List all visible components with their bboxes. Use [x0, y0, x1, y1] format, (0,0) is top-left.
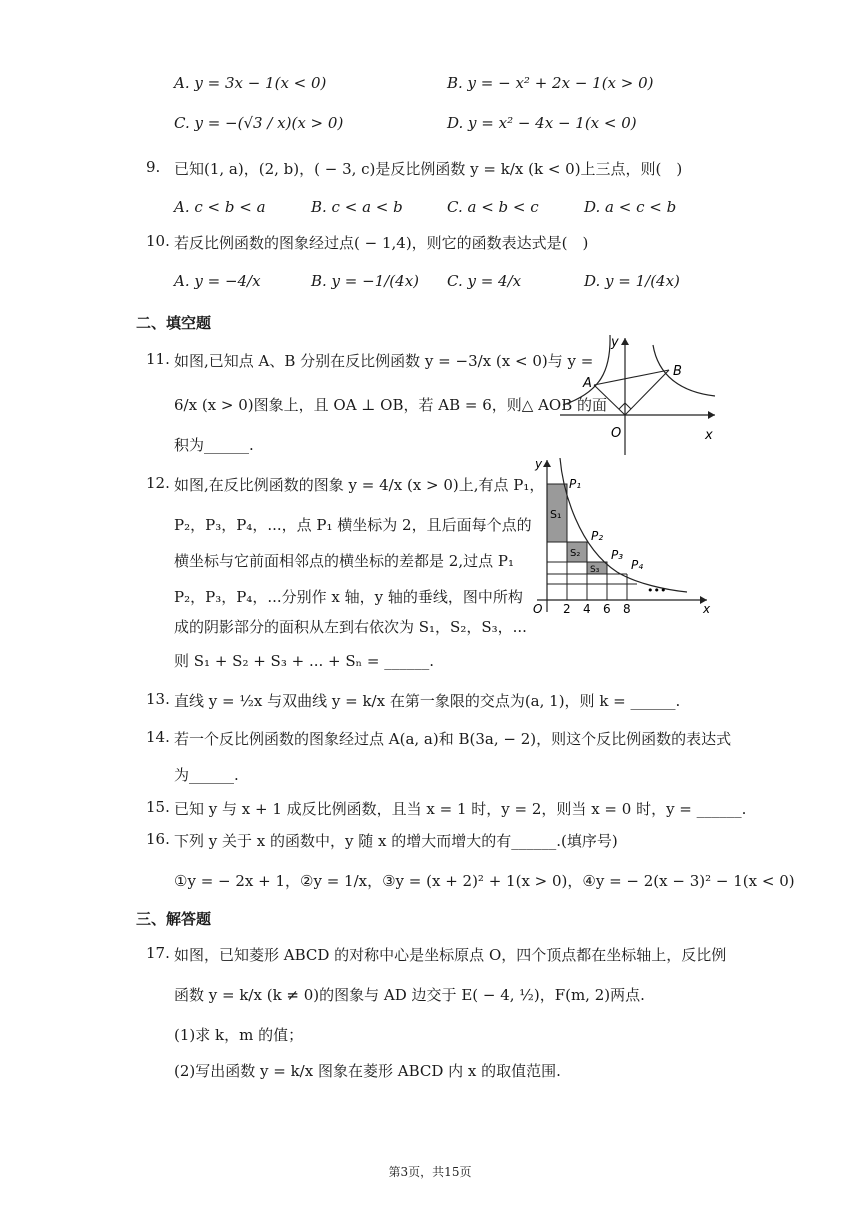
q11-label-x: x [705, 428, 713, 443]
q12-y-arrow [543, 460, 551, 467]
q13-number: 13. [146, 690, 170, 708]
q10-option-b: B. y = −1/(4x) [311, 272, 420, 290]
q14-number: 14. [146, 728, 170, 746]
q9-option-c: C. a < b < c [447, 198, 539, 216]
q11-line3: 积为______. [174, 436, 254, 454]
q17-number: 17. [146, 944, 170, 962]
q12-tick-6: 6 [603, 602, 611, 616]
q17-line2: 函数 y = k/x (k ≠ 0)的图象与 AD 边交于 E( − 4, ½)，F(m, 2)两点. [174, 986, 645, 1004]
q11-right-hyperbola [653, 345, 715, 396]
q12-label-y: y [535, 457, 543, 471]
q12-label-p3: P₃ [611, 548, 624, 562]
q12-line2: P₂，P₃，P₄，...，点 P₁ 横坐标为 2，且后面每个点的 [174, 516, 532, 534]
q15-number: 15. [146, 798, 170, 816]
q17-line1: 如图，已知菱形 ABCD 的对称中心是坐标原点 O，四个顶点都在坐标轴上，反比例 [174, 946, 727, 964]
q8-option-a: A. y = 3x − 1(x < 0) [174, 74, 327, 92]
q12-label-p1: P₁ [569, 477, 582, 491]
q17-part1: (1)求 k，m 的值； [174, 1026, 304, 1044]
q9-option-a: A. c < b < a [174, 198, 266, 216]
q11-figure [555, 330, 725, 455]
q12-label-p2: P₂ [591, 529, 604, 543]
q14-line2: 为______. [174, 766, 239, 784]
q10-stem: 若反比例函数的图象经过点( − 1,4)，则它的函数表达式是( ) [174, 234, 589, 252]
q12-continuation-dots: ••• [647, 584, 667, 597]
q11-label-y: y [611, 335, 619, 350]
q11-label-o: O [611, 426, 622, 441]
q9-option-b: B. c < a < b [311, 198, 403, 216]
q11-line2: 6/x (x > 0)图象上，且 OA ⊥ OB，若 AB = 6，则△ AOB 的面 [174, 396, 607, 414]
section-fill-in-heading: 二、填空题 [136, 314, 212, 332]
q11-y-arrow [621, 338, 629, 345]
q12-label-s2: S₂ [570, 548, 581, 559]
q12-label-o: O [533, 602, 543, 616]
q10-option-d: D. y = 1/(4x) [584, 272, 680, 290]
q10-option-c: C. y = 4/x [447, 272, 522, 290]
q8-option-c: C. y = −(√3 / x)(x > 0) [174, 114, 344, 132]
q12-line6: 则 S₁ + S₂ + S₃ + ... + Sₙ = ______. [174, 652, 434, 670]
q12-tick-8: 8 [623, 602, 631, 616]
q11-label-a: A [583, 376, 592, 391]
q8-option-b: B. y = − x² + 2x − 1(x > 0) [447, 74, 654, 92]
q9-option-d: D. a < c < b [584, 198, 677, 216]
q17-part2: (2)写出函数 y = k/x 图象在菱形 ABCD 内 x 的取值范围. [174, 1062, 561, 1080]
q11-label-b: B [673, 364, 682, 379]
q12-line3: 横坐标与它前面相邻点的横坐标的差都是 2,过点 P₁ [174, 552, 514, 570]
q11-segment-ob [625, 370, 669, 415]
q14-line1: 若一个反比例函数的图象经过点 A(a, a)和 B(3a, − 2)，则这个反比例函数的表达式 [174, 730, 732, 748]
q12-tick-4: 4 [583, 602, 591, 616]
q11-segment-oa [594, 385, 625, 415]
q13-text: 直线 y = ½x 与双曲线 y = k/x 在第一象限的交点为(a, 1)，则 k = ______. [174, 692, 681, 710]
q15-text: 已知 y 与 x + 1 成反比例函数，且当 x = 1 时，y = 2，则当 x = 0 时，y = ______. [174, 800, 747, 818]
q9-stem: 已知(1, a)，(2, b)，( − 3, c)是反比例函数 y = k/x (k < 0)上三点，则( ) [174, 160, 683, 178]
q16-line1: 下列 y 关于 x 的函数中，y 随 x 的增大而增大的有______.(填序号) [174, 832, 618, 850]
q12-label-s3: S₃ [590, 565, 600, 575]
q12-figure [527, 452, 717, 617]
q16-line2: ①y = − 2x + 1，②y = 1/x，③y = (x + 2)² + 1(x > 0)，④y = − 2(x − 3)² − 1(x < 0) [174, 872, 795, 890]
q12-label-s1: S₁ [550, 508, 562, 521]
q12-label-p4: P₄ [631, 558, 644, 572]
q11-left-hyperbola [563, 335, 610, 405]
q11-number: 11. [146, 350, 170, 368]
q12-label-x: x [703, 602, 711, 616]
q12-line1: 如图,在反比例函数的图象 y = 4/x (x > 0)上,有点 P₁， [174, 476, 545, 494]
section-solution-heading: 三、解答题 [136, 910, 212, 928]
page-footer: 第3页，共15页 [388, 1165, 472, 1179]
q11-segment-ab [594, 370, 669, 385]
q12-line5: 成的阴影部分的面积从左到右依次为 S₁，S₂，S₃，... [174, 618, 527, 636]
q16-number: 16. [146, 830, 170, 848]
q11-x-arrow [708, 411, 715, 419]
q12-line4: P₂，P₃，P₄，...分别作 x 轴，y 轴的垂线，图中所构 [174, 588, 523, 606]
q12-number: 12. [146, 474, 170, 492]
q9-number: 9. [146, 158, 161, 176]
q8-option-d: D. y = x² − 4x − 1(x < 0) [447, 114, 637, 132]
q11-line1: 如图,已知点 A、B 分别在反比例函数 y = −3/x (x < 0)与 y = [174, 352, 594, 370]
q10-number: 10. [146, 232, 170, 250]
q10-option-a: A. y = −4/x [174, 272, 261, 290]
q12-tick-2: 2 [563, 602, 571, 616]
